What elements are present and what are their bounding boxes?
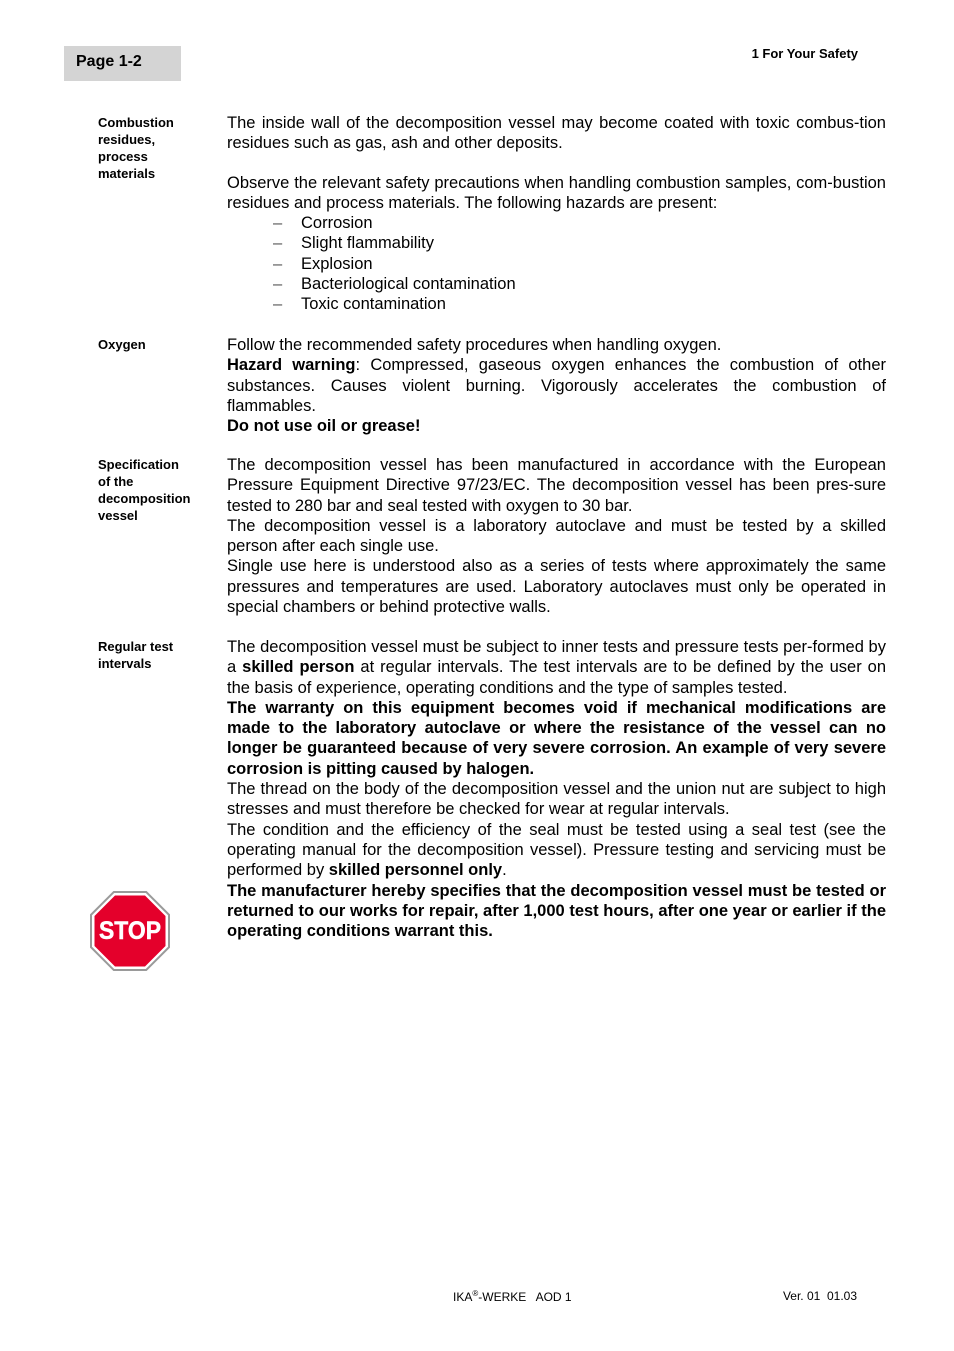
hazard-list — [227, 213, 886, 314]
hazard-warning-label: Hazard warning — [227, 356, 356, 375]
dash-icon: – — [273, 234, 283, 253]
side-label-specification: Specification of the decomposition vessel — [98, 457, 191, 523]
oxygen-text — [227, 335, 886, 436]
stop-sign-text: STOP — [99, 917, 161, 945]
footer-version: Ver. 01 01.03 — [782, 1289, 857, 1303]
paragraph: The inside wall of the decomposition vessel may become coated with toxic combus-tion residues such as gas, ash and other deposits. — [227, 114, 886, 153]
warranty-warning: The warranty on this equipment becomes void if mechanical modifications are made to the laboratory autoclave or where the resistance of the vessel can no longer be guaranteed because of very severe corrosion. An example of very severe corrosion is pitting caused by halogen. — [227, 698, 886, 778]
dash-icon: – — [273, 214, 283, 233]
paragraph: The decomposition vessel must be subject to inner tests and pressure tests per-formed by a skilled person at regular intervals. The test intervals are to be defined by the user on the basis of experience, operating conditions and the type of samples tested. — [227, 638, 886, 697]
dash-icon: – — [273, 275, 283, 294]
chapter-title: 1 For Your Safety — [751, 46, 858, 61]
side-label-intervals: Regular test intervals — [98, 639, 174, 671]
registered-mark: ® — [472, 1289, 479, 1298]
paragraph: Single use here is understood also as a series of tests where approximately the same pressures and temperatures are used. Laboratory autoclaves must only be operated in special chambers or behind protective walls. — [227, 557, 886, 617]
intervals-text — [227, 637, 886, 941]
paragraph — [227, 881, 886, 942]
paragraph: The decomposition vessel has been manufactured in accordance with the European Pressure Equipment Directive 97/23/EC. The decomposition vessel has been pres-sure tested to 280 bar and seal tested with oxygen to 30 bar. — [227, 456, 886, 515]
footer-brand: IKA®-WERKE AOD 1 — [453, 1289, 572, 1304]
manufacturer-specification: The manufacturer hereby specifies that the decomposition vessel must be tested or returned to our works for repair, after 1,000 test hours, after one year or earlier if the operating conditions warrant this. — [227, 881, 886, 941]
paragraph: Hazard warning: Compressed, gaseous oxygen enhances the combustion of other substances. Causes violent burning. Vigorously accelerates the combustion of flammables. — [227, 356, 886, 415]
list-item: – Explosion — [273, 254, 373, 273]
side-label-combustion: Combustion residues, process materials — [98, 115, 174, 181]
list-item: – Slight flammability — [273, 234, 434, 253]
paragraph: Follow the recommended safety procedures when handling oxygen. — [227, 336, 722, 354]
side-label-oxygen: Oxygen — [98, 337, 146, 352]
list-item: – Corrosion — [273, 214, 373, 233]
list-item: – Bacteriological contamination — [273, 275, 516, 294]
paragraph — [227, 698, 886, 779]
paragraph: The condition and the efficiency of the seal must be tested using a seal test (see the operating manual for the decomposition vessel). Pressure testing and servicing must be performed by skilled personnel only. — [227, 820, 886, 880]
paragraph: The thread on the body of the decomposition vessel and the union nut are subject to high stresses and must therefore be checked for wear at regular intervals. — [227, 780, 886, 819]
list-item: – Toxic contamination — [273, 295, 446, 314]
stop-sign-icon — [90, 891, 170, 971]
paragraph: Observe the relevant safety precautions when handling combustion samples, com-bustion residues and process materials. The following hazards are present: — [227, 173, 886, 212]
dash-icon: – — [273, 295, 283, 314]
paragraph — [227, 416, 886, 436]
paragraph: The decomposition vessel is a laboratory autoclave and must be tested by a skilled person after each single use. — [227, 516, 886, 556]
combustion-text — [227, 113, 886, 315]
page-number: Page 1-2 — [76, 53, 142, 70]
specification-text — [227, 455, 886, 617]
dash-icon: – — [273, 254, 283, 273]
page-number-tab — [64, 46, 181, 81]
oil-grease-warning: Do not use oil or grease! — [227, 417, 421, 436]
